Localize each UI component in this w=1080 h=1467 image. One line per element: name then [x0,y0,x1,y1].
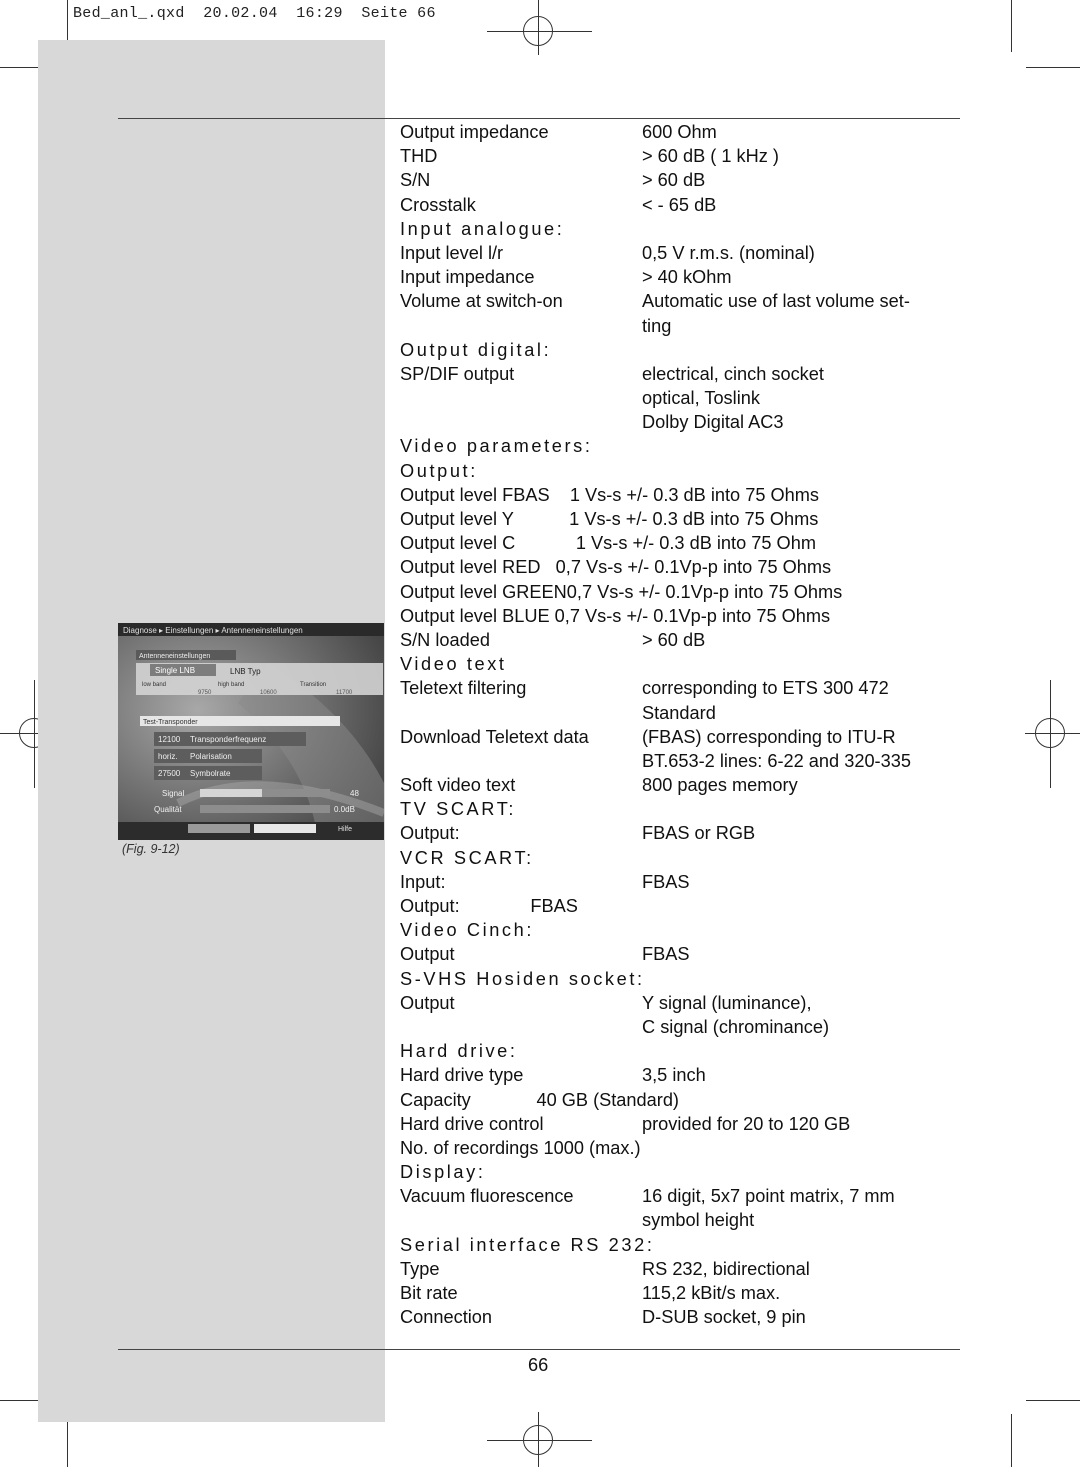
spec-line [400,531,960,555]
spec-value: 0,5 V r.m.s. (nominal) [642,242,815,263]
spec-label: Bit rate [400,1283,458,1303]
section-heading [400,1160,960,1184]
section-heading-text: Video parameters: [400,436,593,457]
spec-label: S/N loaded [400,629,490,650]
file-slug: Bed_anl_.qxd 20.02.04 16:29 Seite 66 [73,5,436,22]
section-heading [400,846,960,870]
top-rule [118,118,960,119]
bottom-rule [118,1349,960,1350]
spec-value: Automatic use of last volume set- [642,291,910,312]
spec-row [400,1015,960,1039]
spec-row [400,168,960,192]
osd-screenshot-graphic [118,623,384,840]
spec-label: Download Teletext data [400,726,589,747]
spec-value: > 40 kOhm [642,267,732,288]
osd-section-antenna: Antenneneinstellungen [139,653,211,660]
spec-value: 600 Ohm [642,122,717,142]
spec-line [400,894,960,918]
crop-mark [1026,1400,1080,1401]
specification-list [400,120,960,1329]
spec-row [400,701,960,725]
section-heading [400,797,960,821]
osd-pol-value: horiz. [158,752,178,761]
section-heading [400,459,960,483]
osd-col-low: low band [142,682,167,688]
crop-mark [487,31,592,32]
section-heading [400,1039,960,1063]
spec-value: 16 digit, 5x7 point matrix, 7 mm [642,1186,895,1207]
spec-value: 3,5 inch [642,1065,706,1086]
figure-caption: (Fig. 9-12) [122,842,180,856]
section-heading [400,338,960,362]
crop-mark [538,0,539,55]
spec-value: electrical, cinch socket [642,363,824,384]
spec-line [400,483,960,507]
spec-label: Volume at switch-on [400,291,563,312]
spec-row [400,241,960,265]
spec-row [400,1208,960,1232]
osd-screenshot [118,623,384,840]
spec-value: > 60 dB ( 1 kHz ) [642,146,779,167]
spec-value: 115,2 kBit/s max. [642,1283,781,1303]
spec-label: Output [400,944,455,965]
spec-line [400,1088,960,1112]
spec-row [400,628,960,652]
spec-value: optical, Toslink [642,388,760,409]
spec-label: Hard drive type [400,1065,524,1086]
spec-value: provided for 20 to 120 GB [642,1113,851,1134]
crop-mark [1026,67,1080,68]
spec-row [400,821,960,845]
osd-val-high: 10600 [260,690,277,696]
spec-value: Dolby Digital AC3 [642,412,784,433]
spec-value: FBAS [642,944,690,965]
spec-label: S/N [400,170,431,191]
page-number: 66 [528,1355,549,1375]
spec-row [400,410,960,434]
osd-lnb-value: Single LNB [155,666,196,675]
spec-value: > 60 dB [642,170,706,191]
spec-line-text: Output level C 1 Vs-s +/- 0.3 dB into 75 Ohm [400,533,816,554]
spec-row [400,749,960,773]
section-heading-text: Hard drive: [400,1041,518,1062]
spec-value: corresponding to ETS 300 472 [642,678,889,699]
spec-label: Hard drive control [400,1113,544,1134]
spec-label: Connection [400,1307,493,1328]
osd-quality-value: 0.0dB [334,805,355,814]
spec-label: Type [400,1258,440,1279]
section-heading-text: TV SCART: [400,799,517,820]
spec-value: 800 pages memory [642,775,798,796]
osd-lnb-label: LNB Typ [230,667,261,676]
section-heading-text: Output digital: [400,339,552,360]
spec-label: Crosstalk [400,194,476,215]
section-heading [400,217,960,241]
spec-label: Output [400,992,455,1013]
spec-label: THD [400,146,438,167]
section-heading [400,967,960,991]
osd-sym-label: Symbolrate [190,769,231,778]
spec-line-text: Output level GREEN0,7 Vs-s +/- 0.1Vp-p into 75 Ohms [400,581,843,602]
osd-signal-value: 48 [350,789,359,798]
section-heading [400,652,960,676]
spec-row [400,991,960,1015]
section-heading [400,1233,960,1257]
spec-value: (FBAS) corresponding to ITU-R [642,726,896,747]
spec-row [400,676,960,700]
spec-value: Y signal (luminance), [642,992,812,1013]
section-heading [400,434,960,458]
spec-line-text: No. of recordings 1000 (max.) [400,1137,641,1158]
spec-row [400,1281,960,1305]
crop-mark [1011,0,1012,52]
spec-value: RS 232, bidirectional [642,1258,810,1279]
spec-label: Teletext filtering [400,678,527,699]
spec-value: C signal (chrominance) [642,1016,829,1037]
spec-row [400,1305,960,1329]
spec-label: Output impedance [400,122,549,142]
spec-line [400,1136,960,1160]
osd-signal-label: Signal [162,789,185,798]
crop-mark [1011,1414,1012,1467]
spec-value: ting [642,315,672,336]
spec-row [400,289,960,313]
spec-line-text: Capacity 40 GB (Standard) [400,1089,679,1110]
spec-line-text: Output: FBAS [400,896,578,916]
spec-row [400,1257,960,1281]
osd-col-transition: Transition [300,682,327,688]
spec-line-text: Output level FBAS 1 Vs-s +/- 0.3 dB into 75 Ohms [400,484,820,505]
spec-row [400,1112,960,1136]
osd-pol-label: Polarisation [190,752,232,761]
spec-value: FBAS or RGB [642,823,756,844]
spec-row [400,193,960,217]
osd-title-bar: Diagnose ▸ Einstellungen ▸ Antenneneinstellungen [123,626,303,635]
spec-label: Input: [400,871,446,892]
osd-freq-label: Transponderfrequenz [190,735,267,744]
spec-row [400,773,960,797]
spec-value: Standard [642,702,716,723]
spec-value: D-SUB socket, 9 pin [642,1307,806,1328]
osd-help-label: Hilfe [338,826,353,833]
spec-row [400,144,960,168]
spec-value: symbol height [642,1210,755,1231]
section-heading-text: Display: [400,1162,486,1183]
spec-row [400,1184,960,1208]
spec-label: Output: [400,823,460,844]
spec-row [400,1063,960,1087]
section-heading-text: Video text [400,654,507,675]
spec-line-text: Output level RED 0,7 Vs-s +/- 0.1Vp-p into 75 Ohms [400,557,832,578]
spec-line [400,507,960,531]
section-heading-text: Serial interface RS 232: [400,1234,655,1255]
spec-line [400,580,960,604]
spec-value: < - 65 dB [642,194,717,215]
spec-label: Input level l/r [400,242,504,263]
osd-val-transition: 11700 [336,690,353,696]
spec-row [400,870,960,894]
osd-section-test-transponder: Test-Transponder [143,719,198,726]
spec-value: FBAS [642,871,690,892]
section-heading-text: VCR SCART: [400,847,534,868]
section-heading-text: Input analogue: [400,218,565,239]
crop-mark [34,680,35,788]
spec-value: > 60 dB [642,629,706,650]
osd-col-high: high band [218,682,245,688]
spec-row [400,942,960,966]
spec-row [400,265,960,289]
spec-value: BT.653-2 lines: 6-22 and 320-335 [642,750,911,771]
crop-mark [1050,680,1051,788]
spec-row [400,362,960,386]
section-heading [400,918,960,942]
crop-mark [487,1440,592,1441]
spec-row [400,386,960,410]
spec-line-text: Output level BLUE 0,7 Vs-s +/- 0.1Vp-p into 75 Ohms [400,605,831,626]
section-heading-text: Video Cinch: [400,920,534,941]
osd-freq-value: 12100 [158,735,181,744]
section-heading-text: Output: [400,460,478,481]
spec-row [400,314,960,338]
osd-val-low: 9750 [198,690,212,696]
spec-line-text: Output level Y 1 Vs-s +/- 0.3 dB into 75 Ohms [400,509,819,529]
spec-row [400,120,960,144]
spec-label: Input impedance [400,267,535,288]
spec-label: Soft video text [400,775,516,796]
section-heading-text: S-VHS Hosiden socket: [400,968,645,989]
osd-sym-value: 27500 [158,769,181,778]
spec-line [400,555,960,579]
osd-quality-label: Qualität [154,805,182,814]
spec-label: Vacuum fluorescence [400,1186,574,1207]
spec-line [400,604,960,628]
crop-mark [1025,733,1080,734]
spec-label: SP/DIF output [400,363,515,384]
spec-row [400,725,960,749]
